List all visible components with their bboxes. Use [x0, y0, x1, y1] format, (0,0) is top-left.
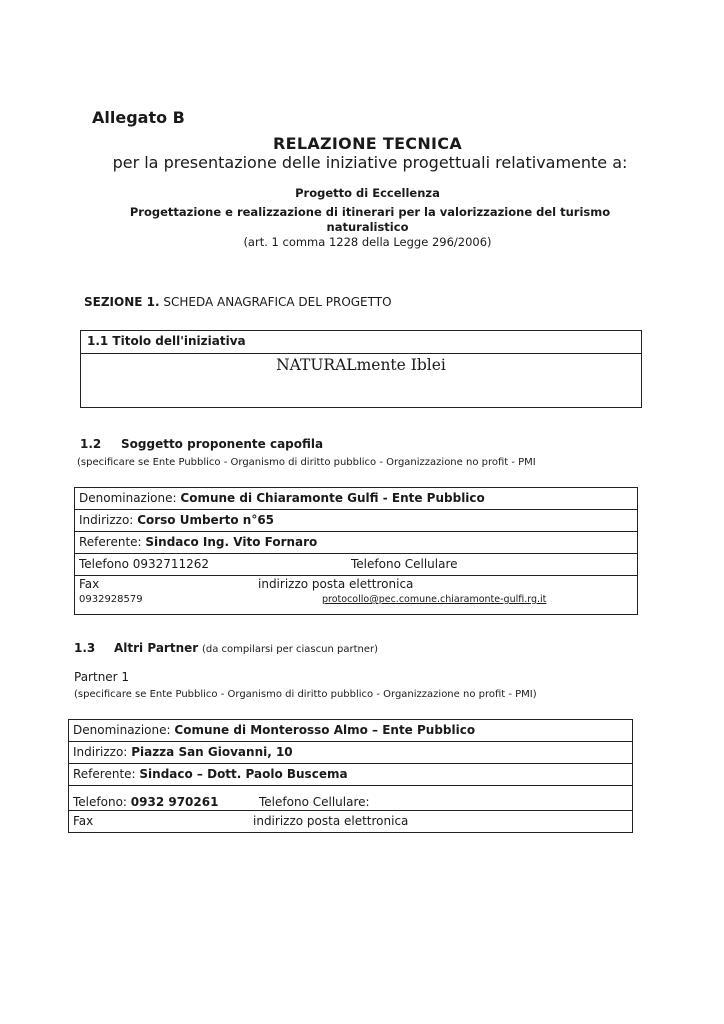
table-row — [75, 554, 637, 576]
table-row — [75, 576, 637, 614]
section-1-3-title: Altri Partner — [114, 641, 199, 655]
section-1-3-paren: (da compilarsi per ciascun partner) — [202, 644, 378, 655]
denominazione-label: Denominazione: — [79, 491, 177, 505]
project-line-1: Progetto di Eccellenza — [295, 186, 440, 200]
lead-applicant-table — [74, 487, 638, 615]
initiative-title: NATURALmente Iblei — [276, 356, 446, 374]
email-link[interactable]: protocollo@pec.comune.chiaramonte-gulfi.rg.it — [322, 594, 547, 605]
partner-denominazione-label: Denominazione: — [73, 723, 171, 737]
table-row — [69, 742, 632, 764]
project-line-2: Progettazione e realizzazione di itinerari per la valorizzazione del turismo — [129, 205, 611, 219]
section-1-2-number: 1.2 — [80, 437, 102, 451]
partner-telefono-value: 0932 970261 — [130, 795, 219, 809]
partner-label: Partner 1 — [74, 670, 130, 684]
section-1-number: SEZIONE 1. — [84, 295, 160, 309]
document-subtitle: per la presentazione delle iniziative progettuali relativamente a: — [112, 153, 628, 172]
project-line-4: (art. 1 comma 1228 della Legge 296/2006) — [243, 235, 492, 249]
cellulare-label: Telefono Cellulare — [351, 557, 458, 571]
table-row — [75, 532, 637, 554]
partner-telefono-label: Telefono: — [73, 795, 127, 809]
table-row — [75, 488, 637, 510]
partner-email-label: indirizzo posta elettronica — [253, 814, 409, 828]
table-row — [69, 764, 632, 786]
fax-value: 0932928579 — [79, 594, 143, 605]
partner-indirizzo-label: Indirizzo: — [73, 745, 128, 759]
partner-indirizzo-value: Piazza San Giovanni, 10 — [131, 745, 293, 759]
initiative-title-box — [80, 330, 642, 408]
fax-label: Fax — [79, 577, 100, 591]
partner-referente-value: Sindaco – Dott. Paolo Buscema — [139, 767, 348, 781]
indirizzo-label: Indirizzo: — [79, 513, 134, 527]
section-1-3-heading — [74, 641, 378, 655]
partner-fax-label: Fax — [73, 814, 94, 828]
section-1-2-heading — [80, 437, 323, 451]
partner-table — [68, 719, 633, 833]
table-row — [69, 811, 632, 832]
section-1-2-title: Soggetto proponente capofila — [121, 437, 324, 451]
allegato-label: Allegato B — [92, 108, 185, 127]
section-1-2-note: (specificare se Ente Pubblico - Organismo di diritto pubblico - Organizzazione no profit - PMI — [77, 457, 536, 468]
partner-referente-label: Referente: — [73, 767, 136, 781]
table-row — [75, 510, 637, 532]
initiative-title-header: 1.1 Titolo dell'iniziativa — [81, 331, 641, 354]
denominazione-value: Comune di Chiaramonte Gulfi - Ente Pubblico — [180, 491, 485, 505]
section-1-3-note: (specificare se Ente Pubblico - Organismo di diritto pubblico - Organizzazione no profit - PMI) — [74, 689, 537, 700]
email-label: indirizzo posta elettronica — [258, 577, 414, 591]
document-title: RELAZIONE TECNICA — [272, 134, 463, 153]
section-1-3-number: 1.3 — [74, 641, 96, 655]
project-line-3: naturalistico — [326, 220, 409, 234]
partner-denominazione-value: Comune di Monterosso Almo – Ente Pubblico — [174, 723, 476, 737]
partner-cellulare-label: Telefono Cellulare: — [259, 795, 370, 809]
section-1-heading — [84, 295, 392, 309]
section-1-title: SCHEDA ANAGRAFICA DEL PROGETTO — [163, 295, 392, 309]
telefono: Telefono 0932711262 — [79, 557, 210, 571]
table-row — [69, 720, 632, 742]
table-row — [69, 786, 632, 811]
referente-value: Sindaco Ing. Vito Fornaro — [145, 535, 318, 549]
indirizzo-value: Corso Umberto n°65 — [137, 513, 275, 527]
referente-label: Referente: — [79, 535, 142, 549]
